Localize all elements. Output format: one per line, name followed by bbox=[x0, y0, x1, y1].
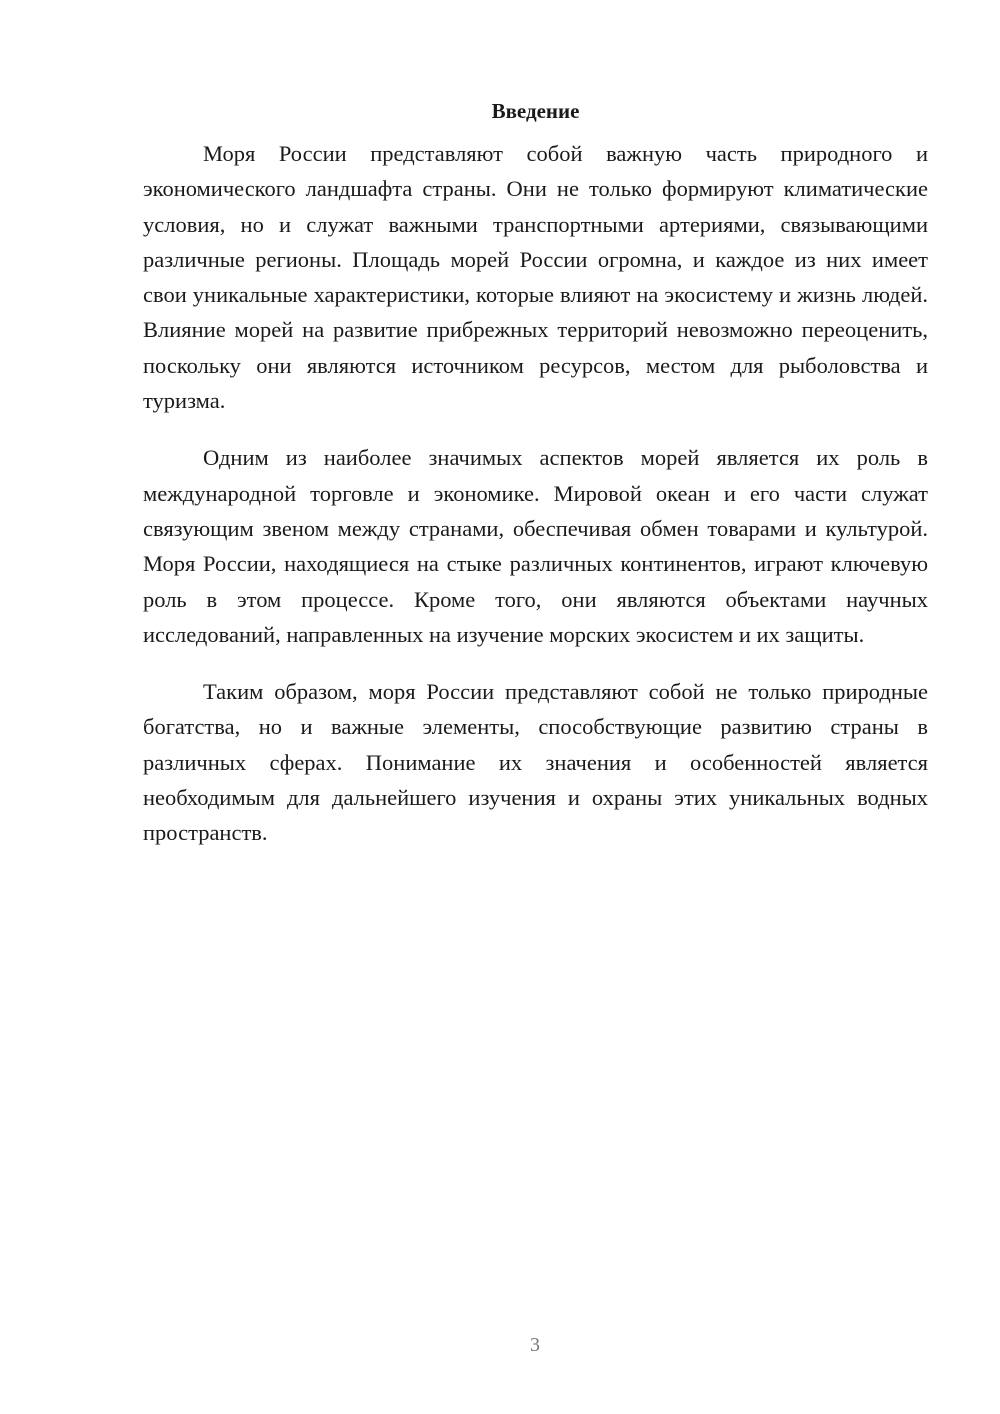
paragraph-1: Моря России представляют собой важную часть природного и экономического ландшафта страны. Они не только формируют климатические условия, но и служат важными транспортными артериями, связывающими различные регионы. Площадь морей России огромна, и каждое из них имеет свои уникальные характеристики, которые влияют на экосистему и жизнь людей. Влияние морей на развитие прибрежных территорий невозможно переоценить, поскольку они являются источником ресурсов, местом для рыболовства и туризма. bbox=[143, 141, 928, 414]
paragraph-2: Одним из наиболее значимых аспектов морей является их роль в международной торговле и экономике. Мировой океан и его части служат связующим звеном между странами, обеспечивая обмен товарами и культурой. Моря России, находящиеся на стыке различных континентов, играют ключевую роль в этом процессе. Кроме того, они являются объектами научных исследований, направленных на изучение морских экосистем и их защиты. bbox=[143, 445, 928, 647]
page-content bbox=[143, 98, 928, 873]
paragraph-3: Таким образом, моря России представляют собой не только природные богатства, но и важные элементы, способствующие развитию страны в различных сферах. Понимание их значения и особенностей является необходимым для дальнейшего изучения и охраны этих уникальных водных пространств. bbox=[143, 679, 928, 846]
section-title: Введение bbox=[491, 99, 580, 123]
page-number: 3 bbox=[530, 1334, 540, 1356]
